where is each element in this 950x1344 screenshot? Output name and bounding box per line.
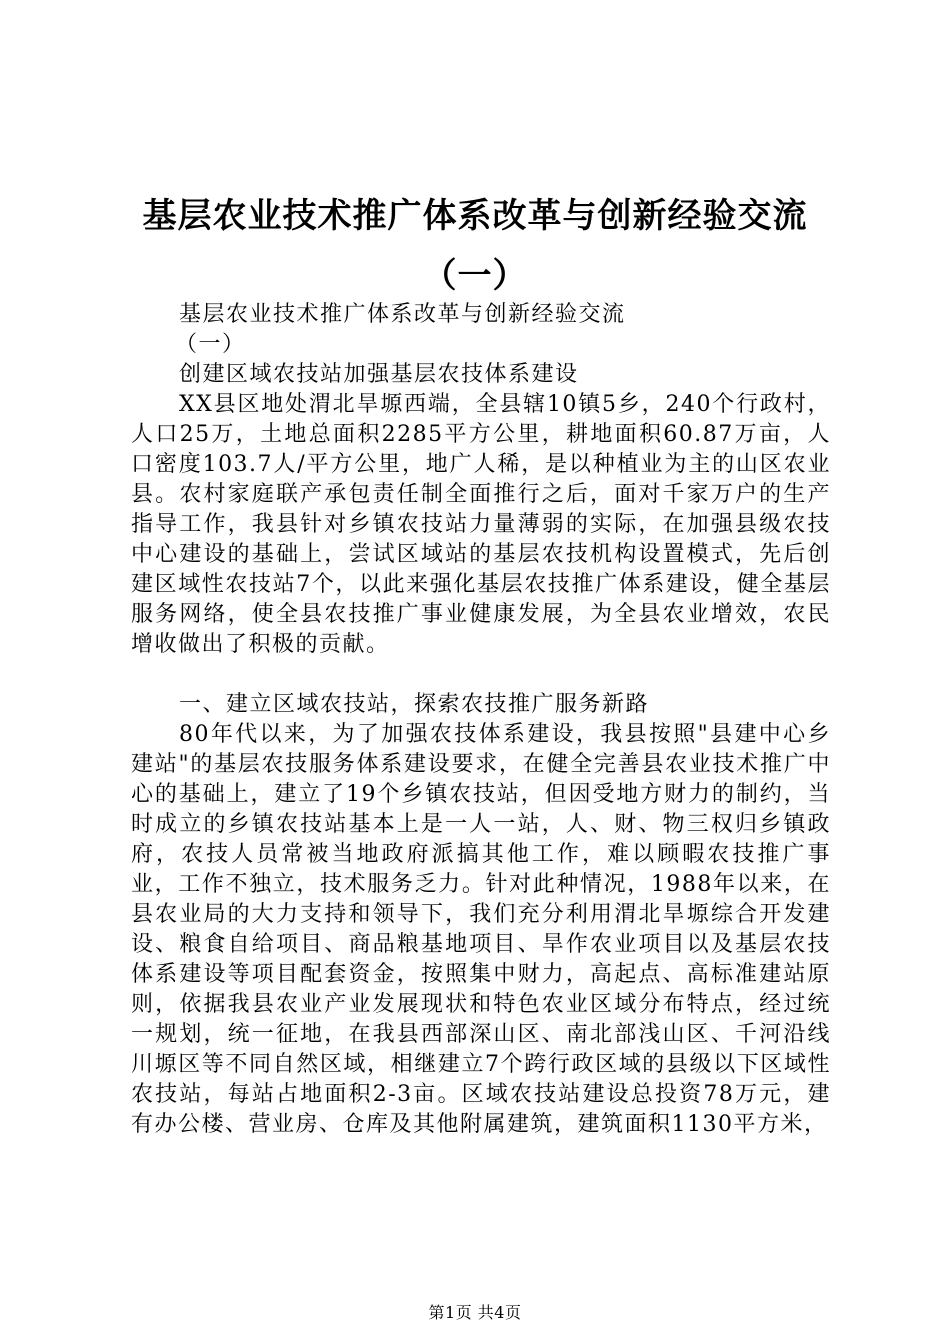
section-heading-1: 一、建立区域农技站，探索农技推广服务新路: [179, 692, 650, 717]
body-subtitle-number: （一）: [175, 332, 246, 357]
page-footer: 第1页 共4页: [428, 1303, 522, 1322]
document-body: [131, 300, 831, 1140]
paragraph-spacer: [131, 660, 831, 690]
body-subtitle: 基层农业技术推广体系改革与创新经验交流: [179, 302, 626, 327]
section-heading: 创建区域农技站加强基层农技体系建设: [179, 362, 579, 387]
paragraph-section-1: 80年代以来，为了加强农技体系建设，我县按照"县建中心乡建站"的基层农技服务体系建设要求，在健全完善县农业技术推广中心的基础上，建立了19个乡镇农技站，但因受地方财力的制约，当时成立的乡镇农技站基本上是一人一站，人、财、物三权归乡镇政府，农技人员常被当地政府派搞其他工作，难以顾暇农技推广事业，工作不独立，技术服务乏力。针对此种情况，1988年以来，在县农业局的大力支持和领导下，我们充分利用渭北旱塬综合开发建设、粮食自给项目、商品粮基地项目、旱作农业项目以及基层农技体系建设等项目配套资金，按照集中财力，高起点、高标准建站原则，依据我县农业产业发展现状和特色农业区域分布特点，经过统一规划，统一征地，在我县西部深山区、南北部浅山区、千河沿线川塬区等不同自然区域，相继建立7个跨行政区域的县级以下区域性农技站，每站占地面积2-3亩。区域农技站建设总投资78万元，建有办公楼、营业房、仓库及其他附属建筑，建筑面积1130平方米，: [131, 722, 831, 1137]
document-title: 基层农业技术推广体系改革与创新经验交流: [142, 196, 808, 236]
document-title-number: （一）: [422, 256, 528, 296]
paragraph-intro: XX县区地处渭北旱塬西端，全县辖10镇5乡，240个行政村，人口25万，土地总面积2285平方公里，耕地面积60.87万亩，人口密度103.7人/平方公里，地广人稀，是以种植业为主的山区农业县。农村家庭联产承包责任制全面推行之后，面对千家万户的生产指导工作，我县针对乡镇农技站力量薄弱的实际，在加强县级农技中心建设的基础上，尝试区域站的基层农技机构设置模式，先后创建区域性农技站7个，以此来强化基层农技推广体系建设，健全基层服务网络，使全县农技推广事业健康发展，为全县农业增效，农民增收做出了积极的贡献。: [131, 392, 831, 657]
